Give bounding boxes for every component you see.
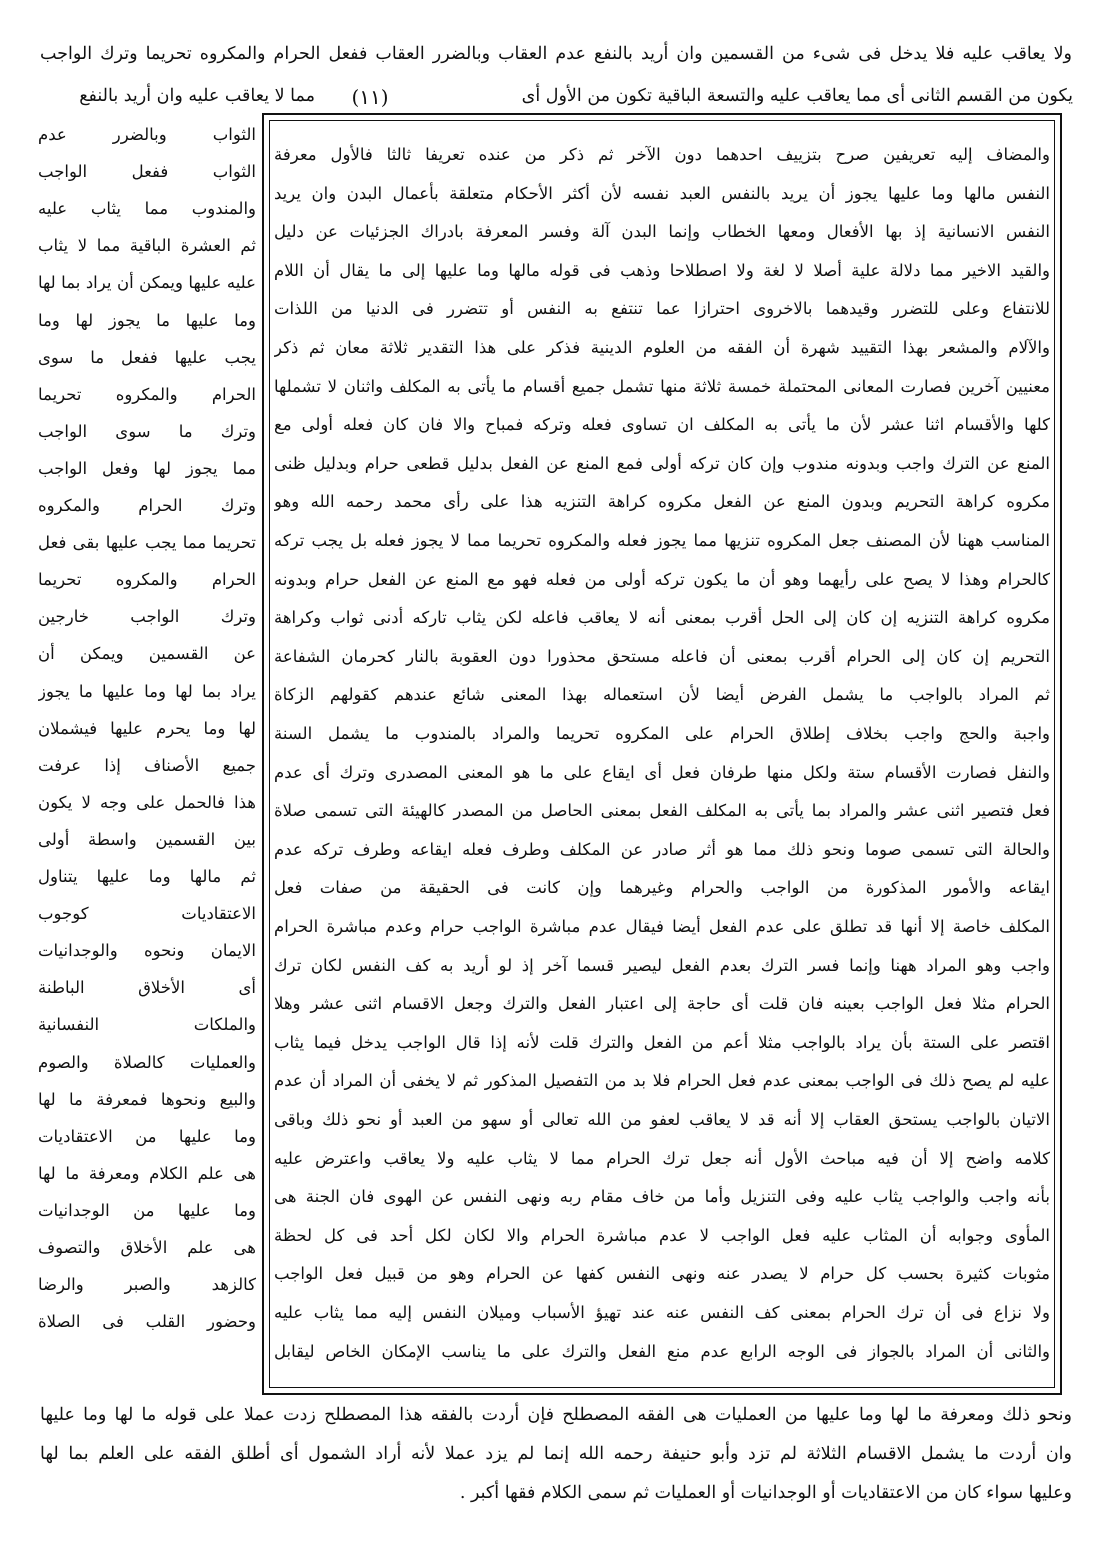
- commentary-line: عليه لم يصح ذلك فى الواجب بمعنى عدم فعل الحرام فلا بد من التفصيل المذكور ثم لا يخفى أن المراد أن عدم: [274, 1071, 1050, 1091]
- margin-line: هذا فالحمل على وجه لا يكون: [38, 792, 256, 812]
- margin-line: الثواب ففعل الواجب: [38, 162, 256, 182]
- margin-line: مما يجوز لها وفعل الواجب: [38, 458, 256, 478]
- commentary-line: المناسب ههنا لأن المصنف جعل المكروه تنزيها مما يجوز فعله والمكروه تحريما مما لا يجوز فعله بل يجب تركه: [274, 531, 1050, 550]
- margin-line: وما عليها من الوجدانيات: [38, 1200, 256, 1220]
- commentary-line: والقيد الاخير مما دلالة علية أصلا لا لغة ولا اصطلاحا وذهب فى قوله مالها وما عليها إلى ما يقال أن اللام: [274, 260, 1050, 280]
- commentary-line: معنيين آخرين فصارت المعانى المحتملة خمسة ثلاثة منها تشمل جميع أقسام ما يأتى به المكلف واثنان لا تشملها: [274, 376, 1050, 396]
- footer-line: وان أردت ما يشمل الاقسام الثلاثة لم تزد وأبو حنيفة رحمه الله إنما لم يزد عملا لأنه أراد الشمول أى أطلق الفقه على العلم بما لها: [40, 1444, 1072, 1464]
- commentary-line: ثم المراد بالواجب ما يشمل الفرض أيضا لأن استعماله بهذا المعنى شائع عندهم كقولهم الزكاة: [274, 685, 1050, 705]
- margin-line: وما عليها ما يجوز لها وما: [38, 310, 256, 330]
- margin-line: والعمليات كالصلاة والصوم: [38, 1052, 256, 1072]
- commentary-line: الاتيان بالواجب يستحق العقاب إلا أنه قد لا يعاقب لعفو من الله تعالى أو سهو من العبد أو نحو ذلك وباقى: [274, 1110, 1050, 1129]
- margin-line: يجب عليها ففعل ما سوى: [38, 347, 256, 367]
- commentary-line: والمضاف إليه تعريفين صرح بتزييف احدهما دون الآخر ثم ذكر من عنده تعريفا ثالثا فالأول معرفة: [274, 145, 1050, 164]
- commentary-line: للانتفاع وعلى للتضرر وقيدهما بالاخروى احترازا عما تنتفع به النفس أو تتضرر فى الدنيا من اللذات: [274, 299, 1050, 319]
- margin-line: هى علم الكلام ومعرفة ما لها: [38, 1163, 256, 1183]
- commentary-line: النفس مالها وما عليها يجوز أن يريد بالنفس العبد نفسه لأن أكثر الأحكام متعلقة بأعمال البدن وان يريد: [274, 183, 1050, 203]
- commentary-line: المكلف خاصة إلا أنها قد تطلق على عدم الفعل أيضا فيقال عدم مباشرة الواجب حرام وعدم مباشرة الحرام: [274, 917, 1050, 936]
- margin-line: الحرام والمكروه تحريما: [38, 384, 256, 404]
- commentary-line: مكروه كراهة التحريم وبدون المنع عن الفعل مكروه كراهة التنزيه هذا على رأى محمد رحمه الله وهو: [274, 492, 1050, 512]
- margin-line: والمندوب مما يثاب عليه: [38, 199, 256, 219]
- margin-line: كالزهد والصبر والرضا: [38, 1275, 256, 1295]
- margin-line: والبيع ونحوها فمعرفة ما لها: [38, 1089, 256, 1109]
- commentary-line: والنفل فصارت الأقسام ستة ولكل منها طرفان فعل أى ايقاع على ما هو المعنى المصدرى وترك أى عدم: [274, 762, 1050, 782]
- margin-line: الثواب وبالضرر عدم: [38, 125, 256, 144]
- commentary-line: والثانى أن المراد بالجواز فى الوجه الرابع عدم منع الفعل والترك على ما يناسب الإمكان الخاص ليقابل: [274, 1341, 1050, 1361]
- commentary-line: ايقاعه والأمور المذكورة من الواجب والحرام وغيرهما وإن كانت فى الحقيقة من صفات فعل: [274, 878, 1050, 898]
- margin-line: ثم العشرة الباقية مما لا يثاب: [38, 236, 256, 256]
- commentary-line: والآلام والمشعر بهذا التقييد شهرة أن الفقه من العلوم الدينية فذكر على هذا التقدير ثلاثة معان ثم ذكر: [274, 338, 1050, 357]
- commentary-line: مثوبات كثيرة بحسب كل حرام لا يصدر عنه ونهى النفس كفها عن الحرام وهو من قبيل فعل الواجب: [274, 1264, 1050, 1284]
- commentary-line: فعل فتصير اثنى عشر والمراد بما يأتى به المكلف الفعل بمعنى الحاصل من المصدر كالهيئة التى تسمى صلاة: [274, 801, 1050, 821]
- margin-line: عليه عليها ويمكن أن يراد بما لها: [38, 273, 256, 293]
- margin-line: أى الأخلاق الباطنة: [38, 978, 256, 998]
- footer-line: ونحو ذلك ومعرفة ما لها وما عليها من العمليات هى الفقه المصطلح فإن أردت بالفقه هذا المصطلح زدت عملا على قوله ما لها وما عليها: [40, 1405, 1072, 1425]
- commentary-line: بأنه واجب والواجب يثاب عليه وفى التنزيل وأما من خاف مقام ربه ونهى النفس عن الهوى فان الجنة هى: [274, 1187, 1050, 1207]
- margin-line: وترك ما سوى الواجب: [38, 421, 256, 441]
- commentary-line: الحرام مثلا فعل الواجب بعينه فان قلت أى حاجة إلى اعتبار الفعل والترك وجعل الاقسام اثنى عشر وهلا: [274, 994, 1050, 1014]
- margin-line: الاعتقاديات كوجوب: [38, 904, 256, 924]
- header-line-left-part: مما لا يعاقب عليه وان أريد بالنفع: [79, 86, 315, 106]
- commentary-line: التحريم إن كان إلى الحرام أقرب بمعنى أن فاعله مستحق محذورا دون العقوبة بالنار كحرمان الشفاعة: [274, 646, 1050, 666]
- commentary-line: كلها والأقسام اثنا عشر لأن ما يأتى به المكلف ان تساوى فعله وتركه فمباح والا فان كان فعله أولى مع: [274, 415, 1050, 435]
- margin-line: تحريما مما يجب عليها بقى فعل: [38, 533, 256, 553]
- margin-line: الحرام والمكروه تحريما: [38, 570, 256, 590]
- commentary-line: اقتصر على الستة بأن يراد بالواجب مثلا أعم من الفعل والترك قلت لأنه إذا قال الواجب يدخل فيما يثاب: [274, 1032, 1050, 1052]
- margin-line: عن القسمين ويمكن أن: [38, 644, 256, 664]
- commentary-line: كلامه واضح إلا أن فيه مباحث الأول أنه جعل ترك الحرام مما لا يثاب عليه ولا يعاقب واعترض عليه: [274, 1148, 1050, 1168]
- margin-line: ثم مالها وما عليها يتناول: [38, 867, 256, 886]
- margin-line: لها وما يحرم عليها فيشملان: [38, 718, 256, 738]
- commentary-line: المنع عن الترك واجب وبدونه مندوب وإن كان تركه أولى فمع المنع عن الفعل بدليل قطعى حرام وبدليل ظنى: [274, 453, 1050, 473]
- commentary-line: واجب وهو المراد ههنا وإنما فسر الترك بعدم الفعل ليصير قسما آخر إذ لو أريد به كف النفس لكان ترك: [274, 955, 1050, 975]
- header-line: ولا يعاقب عليه فلا يدخل فى شىء من القسمين وان أريد بالنفع عدم العقاب وبالضرر العقاب ففعل الحرام والمكروه تحريما وترك الواجب: [40, 44, 1072, 64]
- margin-line: وترك الحرام والمكروه: [38, 496, 256, 515]
- margin-line: وما عليها من الاعتقاديات: [38, 1126, 256, 1146]
- footer-line: وعليها سواء كان من الاعتقاديات أو الوجدانيات أو العمليات ثم سمى الكلام فقها أكبر .: [459, 1483, 1072, 1503]
- margin-line: بين القسمين واسطة أولى: [38, 829, 256, 849]
- commentary-line: النفس الانسانية إذ بها الأفعال ومعها الخطاب وإنما البدن آلة وفسر المعرفة بادراك الجزئيات عن دليل: [274, 222, 1050, 242]
- margin-line: والملكات النفسانية: [38, 1015, 256, 1035]
- margin-line: وحضور القلب فى الصلاة: [38, 1312, 256, 1332]
- commentary-line: ولا نزاع فى أن ترك الحرام بمعنى كف النفس عنه عند تهيؤ الأسباب وميلان النفس إليه مما يثاب عليه: [274, 1303, 1050, 1322]
- margin-line: الايمان ونحوه والوجدانيات: [38, 941, 256, 961]
- commentary-line: واجبة والحج واجب بخلاف إطلاق الحرام على المكروه تحريما والمراد بالمندوب ما يشمل السنة: [274, 724, 1050, 743]
- commentary-line: والحالة التى تسمى صوما ونحو ذلك مما هو أثر صادر عن المكلف وطرف فعله ايقاعه وطرف تركه عدم: [274, 839, 1050, 859]
- commentary-line: كالحرام وهذا لا يصح على رأيهما وهو أن ما يكون تركه أولى من فعله فهو مع المنع عن الفعل حرام وبدونه: [274, 569, 1050, 589]
- margin-line: وترك الواجب خارجين: [38, 607, 256, 627]
- commentary-line: مكروه كراهة التنزيه إن كان إلى الحل أقرب بمعنى أنه لا يعاقب فاعله لكن يثاب تاركه أدنى ثواب وكراهة: [274, 608, 1050, 628]
- margin-line: يراد بما لها وما عليها ما يجوز: [38, 681, 256, 701]
- header-line-right-part: يكون من القسم الثانى أى مما يعاقب عليه والتسعة الباقية تكون من الأول أى: [521, 86, 1073, 106]
- margin-line: هى علم الأخلاق والتصوف: [38, 1238, 256, 1257]
- margin-line: جميع الأصناف إذا عرفت: [38, 755, 256, 775]
- commentary-line: المأوى وجوابه أن المثاب عليه فعل الواجب لا عدم مباشرة الحرام والا لكان لكل أحد فى كل لحظة: [274, 1225, 1050, 1245]
- page-number: (١١): [351, 85, 389, 109]
